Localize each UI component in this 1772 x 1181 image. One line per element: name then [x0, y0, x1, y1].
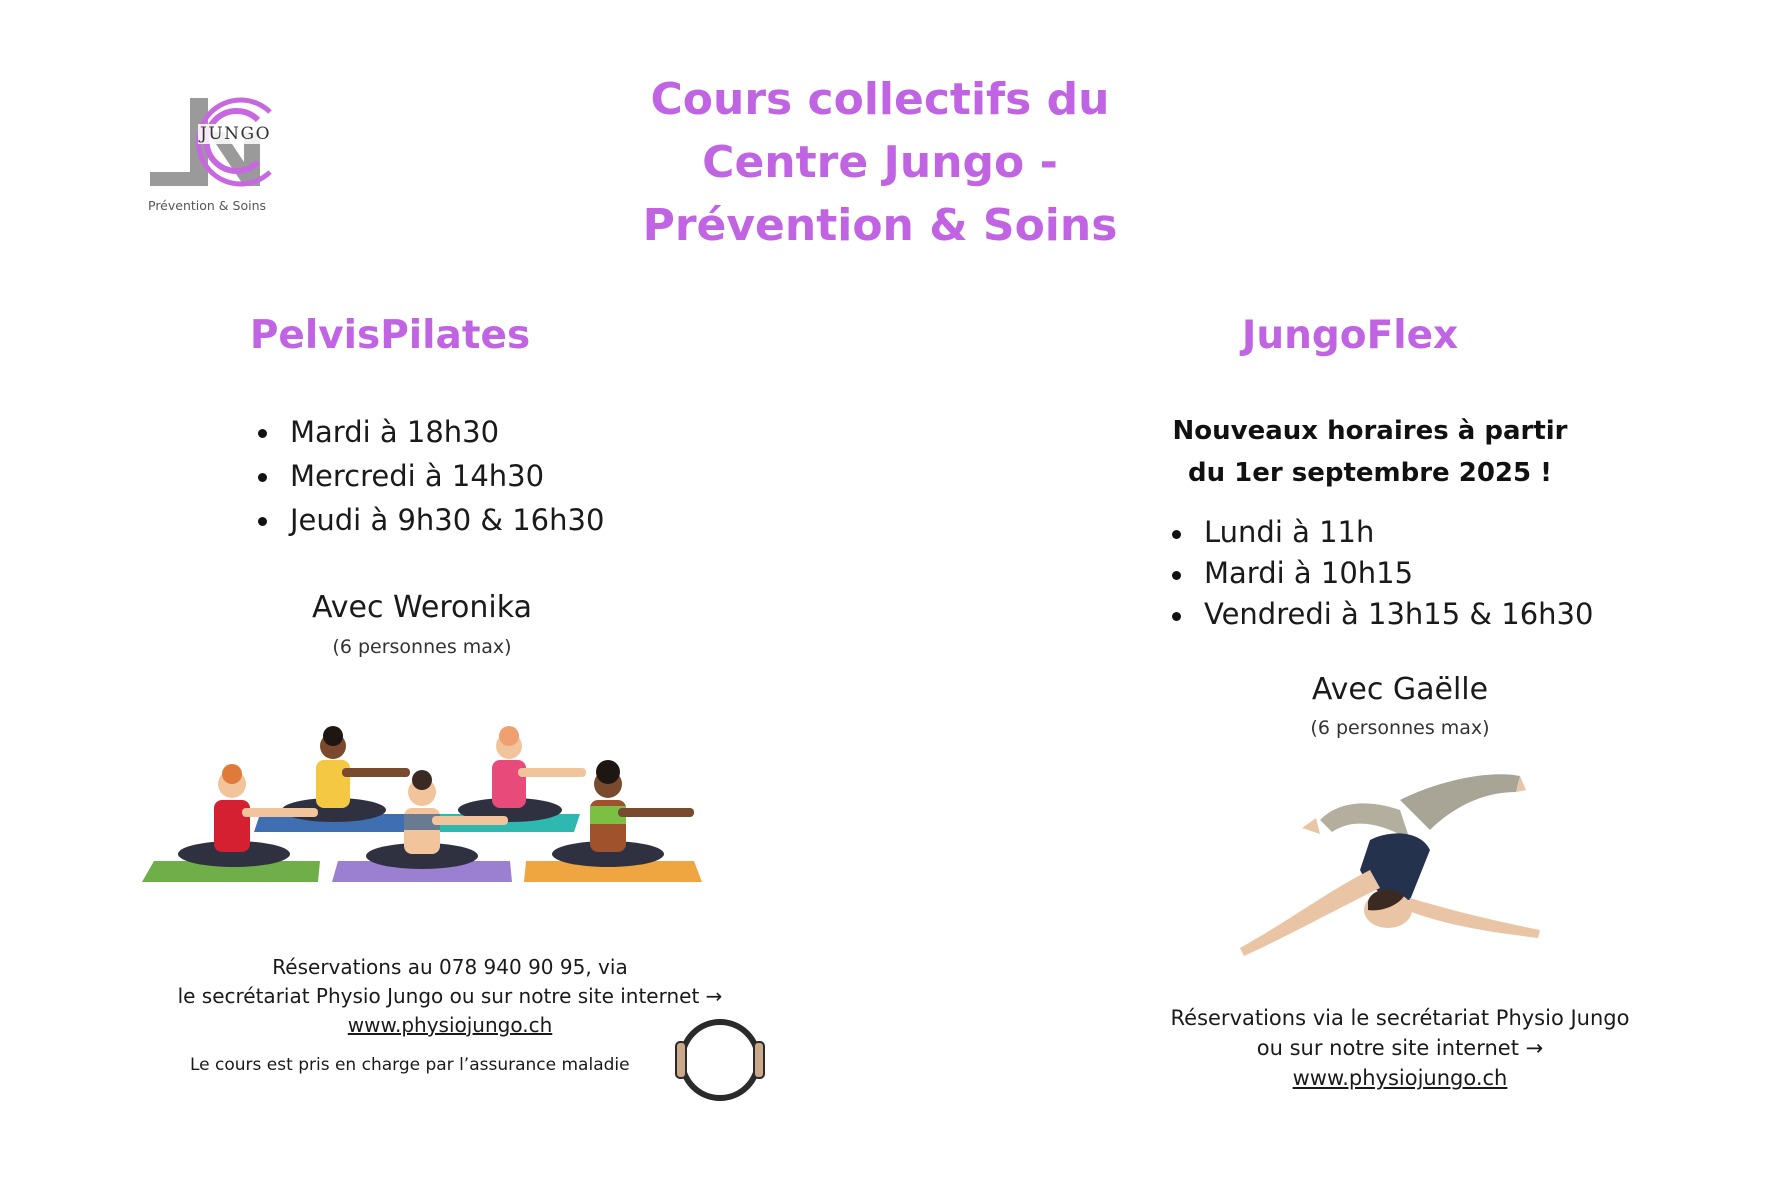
schedule-item: Mardi à 10h15	[1172, 553, 1593, 594]
reservation-line: Réservations au 078 940 90 95, via	[272, 955, 628, 979]
pelvispilates-teacher: Avec Weronika	[312, 590, 532, 625]
jungoflex-teacher: Avec Gaëlle	[1311, 672, 1489, 707]
insurance-note: Le cours est pris en charge par l’assurance maladie	[190, 1055, 630, 1075]
logo-wordmark: JUNGO	[200, 124, 272, 144]
website-link[interactable]: www.physiojungo.ch	[1292, 1066, 1508, 1090]
jungoflex-capacity: (6 personnes max)	[1310, 717, 1490, 739]
group-yoga-illustration	[142, 716, 702, 886]
jungoflex-title: JungoFlex	[1241, 313, 1459, 358]
schedule-item: Lundi à 11h	[1172, 512, 1593, 553]
pelvispilates-reservation	[150, 953, 750, 1040]
reservation-line: le secrétariat Physio Jungo ou sur notre site internet →	[177, 984, 723, 1008]
pelvispilates-capacity: (6 personnes max)	[332, 636, 512, 658]
reservation-line: Réservations via le secrétariat Physio Jungo	[1170, 1006, 1630, 1030]
jungoflex-reservation	[1100, 1003, 1700, 1093]
logo-monogram-icon	[146, 92, 286, 202]
schedule-item: Jeudi à 9h30 & 16h30	[258, 498, 604, 542]
new-schedule-notice	[1150, 410, 1590, 494]
jungoflex-schedule	[1172, 512, 1593, 635]
page-title-line: Cours collectifs du	[650, 74, 1110, 125]
website-link[interactable]: www.physiojungo.ch	[347, 1013, 553, 1037]
schedule-item: Vendredi à 13h15 & 16h30	[1172, 594, 1593, 635]
page-title	[620, 68, 1140, 257]
page-title-line: Centre Jungo -	[702, 137, 1058, 188]
jungo-logo	[146, 92, 286, 222]
schedule-item: Mardi à 18h30	[258, 410, 604, 454]
logo-tagline: Prévention & Soins	[148, 198, 267, 213]
pelvispilates-title: PelvisPilates	[249, 313, 531, 358]
stretching-woman-photo	[1220, 770, 1570, 980]
schedule-item: Mercredi à 14h30	[258, 454, 604, 498]
reservation-line: ou sur notre site internet →	[1256, 1036, 1544, 1060]
pelvispilates-schedule	[258, 410, 604, 542]
page-title-line: Prévention & Soins	[642, 200, 1118, 251]
notice-line: Nouveaux horaires à partir	[1172, 416, 1568, 446]
notice-line: du 1er septembre 2025 !	[1187, 458, 1553, 488]
pilates-ring-icon	[672, 1012, 768, 1108]
